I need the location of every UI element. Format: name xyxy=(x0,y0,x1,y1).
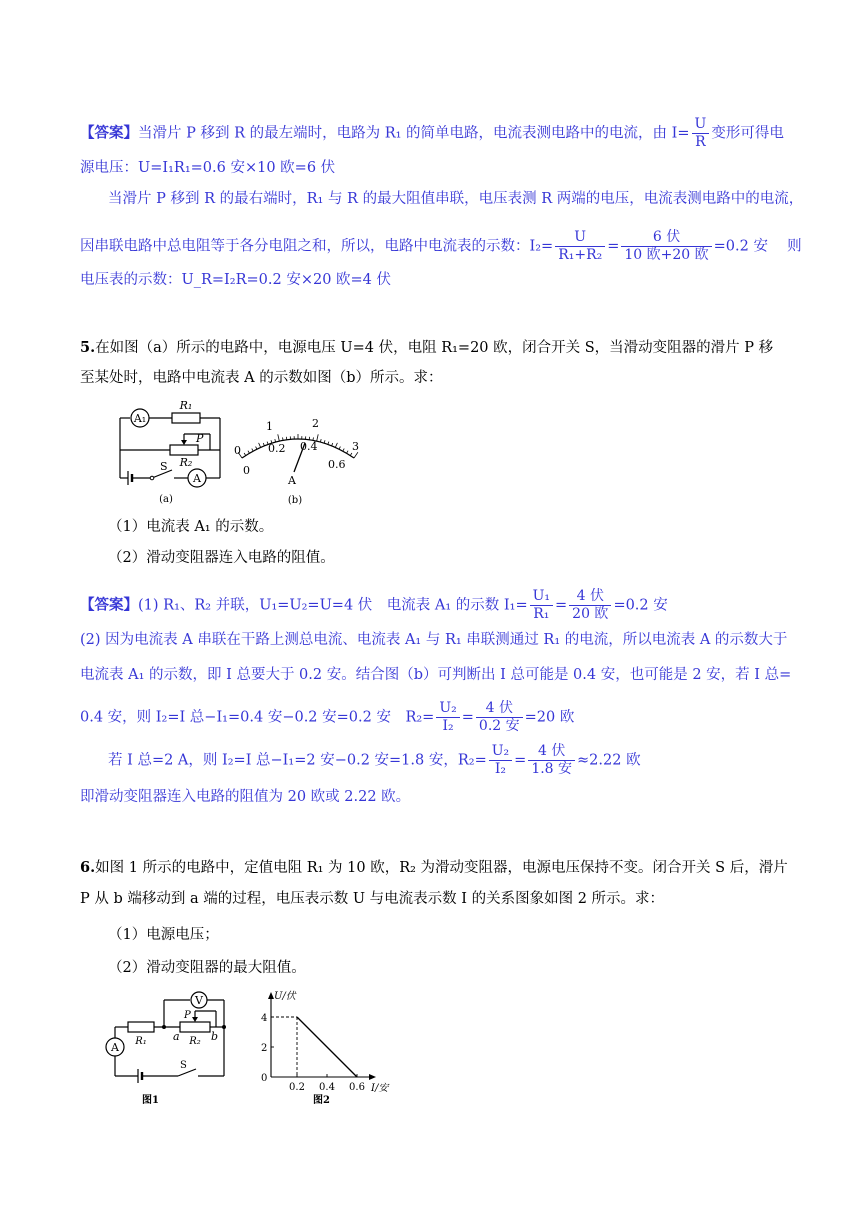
q5-sub2: （2）滑动变阻器连入电路的阻值。 xyxy=(108,550,335,566)
dial-top-2: 2 xyxy=(312,417,319,430)
dial-tick xyxy=(278,434,280,441)
q6-sub1: （1）电源电压； xyxy=(108,927,219,943)
dial-tick xyxy=(339,447,340,450)
q6-line2: P 从 b 端移动到 a 端的过程，电压表示数 U 与电流表示数 I 的关系图象如图 2 所示。求： xyxy=(80,891,665,907)
graph-x-tick-04: 0.4 xyxy=(319,1082,335,1093)
dial-tick xyxy=(324,440,325,443)
terminal-b-label: b xyxy=(211,1030,219,1043)
fraction-u-over-r: $\frac{U}{R}$ xyxy=(692,116,710,151)
ammeter-a-label: A xyxy=(111,1041,119,1054)
dial-bottom-06: 0.6 xyxy=(328,458,346,471)
ammeter-a1-label: A₁ xyxy=(133,412,147,425)
r1-label: R₁ xyxy=(135,1036,147,1047)
dial-tick xyxy=(335,443,337,448)
fraction-u2-over-i2-b: $\frac{\text{U₂}}{\text{I₂}}$ xyxy=(489,743,512,778)
q5-circuit-figure-a xyxy=(110,398,230,508)
slider-p-label: P xyxy=(184,1010,191,1021)
fraction-4v-over-20ohm: $\frac{\text{4 伏}}{\text{20 欧}}$ xyxy=(569,588,611,623)
q5-sub1: （1）电流表 A₁ 的示数。 xyxy=(108,519,274,535)
fraction-u-over-r1r2: $\frac{U}{\text{R₁+R₂}}$ xyxy=(555,229,605,264)
q6-ui-graph-figure-2 xyxy=(255,985,405,1110)
q6-circuit-figure-1 xyxy=(100,990,240,1110)
question-number: 5. xyxy=(80,339,96,356)
answer5-line2: (2) 因为电流表 A 串联在干路上测总电流、电流表 A₁ 与 R₁ 串联测通过 R₁ 的电流，所以电流表 A 的示数大于 xyxy=(80,632,788,648)
answer5-line5: 若 I 总=2 A，则 I₂=I 总−I₁=2 安−0.2 安=1.8 安，R₂= $\frac{\text{U₂}}{\text{I₂}}$ = $\frac{\text{4 伏}}{\text{1.8 安}}$ ≈2.22 欧 xyxy=(108,743,641,777)
fraction-u1-over-r1: $\frac{\text{U₁}}{\text{R₁}}$ xyxy=(530,588,553,623)
dial-tick xyxy=(354,452,358,458)
figure-1-caption: 图1 xyxy=(142,1095,159,1106)
answer4-line4: 因串联电路中总电阻等于各分电阻之和，所以，电路中电流表的示数：I₂= $\frac{U}{\text{R₁+R₂}}$ = $\frac{\text{6 伏}}{\text{10 欧+20 欧}}$ =0.2 安 则 xyxy=(80,229,802,263)
dial-tick xyxy=(263,443,264,446)
answer-tag: 【答案】 xyxy=(80,124,138,142)
dial-bottom-0: 0 xyxy=(243,464,250,477)
slider-p-label: P xyxy=(196,432,204,445)
dial-bottom-04: 0.4 xyxy=(300,440,318,453)
fraction-4v-over-18a: $\frac{\text{4 伏}}{\text{1.8 安}}$ xyxy=(528,743,575,778)
terminal-a-label: a xyxy=(173,1030,180,1043)
answer4-line5: 电压表的示数：U_R=I₂R=0.2 安×20 欧=4 伏 xyxy=(80,272,392,288)
dial-bottom-02: 0.2 xyxy=(268,442,286,455)
figure-2-caption: 图2 xyxy=(313,1095,330,1106)
figure-b-caption: (b) xyxy=(287,495,303,506)
answer5-line3: 电流表 A₁ 的示数，即 I 总要大于 0.2 安。结合图（b）可判断出 I 总可能是 0.4 安，也可能是 2 安，若 I 总= xyxy=(80,667,792,683)
answer4-line3: 当滑片 P 移到 R 的最右端时，R₁ 与 R 的最大阻值串联，电压表测 R 两端的电压，电流表测电路中的电流， xyxy=(108,191,804,207)
dial-unit-a: A xyxy=(288,474,296,487)
graph-y-label: U/伏 xyxy=(274,991,296,1002)
dial-top-3: 3 xyxy=(352,440,359,453)
voltmeter-v-label: V xyxy=(195,994,203,1007)
dial-tick xyxy=(350,453,352,456)
graph-y-tick-4: 4 xyxy=(261,1013,268,1024)
dial-tick xyxy=(248,451,250,454)
dial-tick xyxy=(347,451,349,454)
dial-tick xyxy=(343,449,344,452)
answer5-line4: 0.4 安，则 I₂=I 总−I₁=0.4 安−0.2 安=0.2 安 R₂= $\frac{\text{U₂}}{\text{I₂}}$ = $\frac{\text{4 伏}}{\text{0.2 安}}$ =20 欧 xyxy=(80,700,575,734)
figure-a-caption: (a) xyxy=(159,494,173,505)
fraction-4v-over-02a: $\frac{\text{4 伏}}{\text{0.2 安}}$ xyxy=(476,700,523,735)
dial-top-0: 0 xyxy=(234,444,241,457)
dial-tick xyxy=(256,447,257,450)
answer4-line1: 【答案】当滑片 P 移到 R 的最左端时，电路为 R₁ 的简单电路，电流表测电路中的电流，由 I= $\frac{U}{R}$ 变形可得电 xyxy=(80,116,784,150)
graph-y-tick-0: 0 xyxy=(261,1073,268,1084)
dial-tick xyxy=(244,453,246,456)
q5-line1: 5.在如图（a）所示的电路中，电源电压 U=4 伏，电阻 R₁=20 欧，闭合开关 S，当滑动变阻器的滑片 P 移 xyxy=(80,339,774,356)
switch-s-label: S xyxy=(160,460,168,473)
dial-tick xyxy=(328,442,329,445)
r1-label: R₁ xyxy=(179,399,193,412)
graph-x-tick-02: 0.2 xyxy=(289,1082,305,1093)
fraction-u2-over-i2: $\frac{\text{U₂}}{\text{I₂}}$ xyxy=(436,700,459,735)
graph-y-tick-2: 2 xyxy=(261,1043,268,1054)
dial-tick xyxy=(259,443,261,448)
dial-top-1: 1 xyxy=(266,420,273,433)
graph-x-tick-06: 0.6 xyxy=(349,1082,365,1093)
r2-label: R₂ xyxy=(179,456,193,469)
answer-tag: 【答案】 xyxy=(80,596,138,614)
r2-label: R₂ xyxy=(189,1036,201,1047)
q5-line2: 至某处时，电路中电流表 A 的示数如图（b）所示。求： xyxy=(80,370,443,386)
graph-x-label: I/安 xyxy=(371,1083,389,1094)
answer5-line6: 即滑动变阻器连入电路的阻值为 20 欧或 2.22 欧。 xyxy=(80,789,411,805)
ammeter-a-label: A xyxy=(193,472,201,485)
switch-s-label: S xyxy=(180,1060,187,1071)
question-number: 6. xyxy=(80,859,96,876)
q6-line1: 6.如图 1 所示的电路中，定值电阻 R₁ 为 10 欧，R₂ 为滑动变阻器，电源电压保持不变。闭合开关 S 后，滑片 xyxy=(80,859,788,876)
fraction-6v-over-30ohm: $\frac{\text{6 伏}}{\text{10 欧+20 欧}}$ xyxy=(621,229,711,264)
answer5-line1: 【答案】(1) R₁、R₂ 并联，U₁=U₂=U=4 伏 电流表 A₁ 的示数 I₁= $\frac{\text{U₁}}{\text{R₁}}$ = $\frac{\text{4 伏}}{\text{20 欧}}$ =0.2 安 xyxy=(80,588,668,622)
answer4-line2: 源电压：U=I₁R₁=0.6 安×10 欧=6 伏 xyxy=(80,160,336,176)
q6-sub2: （2）滑动变阻器的最大阻值。 xyxy=(108,960,306,976)
dial-tick xyxy=(332,443,333,446)
q5-ammeter-dial-figure-b xyxy=(228,410,368,508)
dial-tick xyxy=(252,449,253,452)
dial-tick xyxy=(283,437,284,440)
